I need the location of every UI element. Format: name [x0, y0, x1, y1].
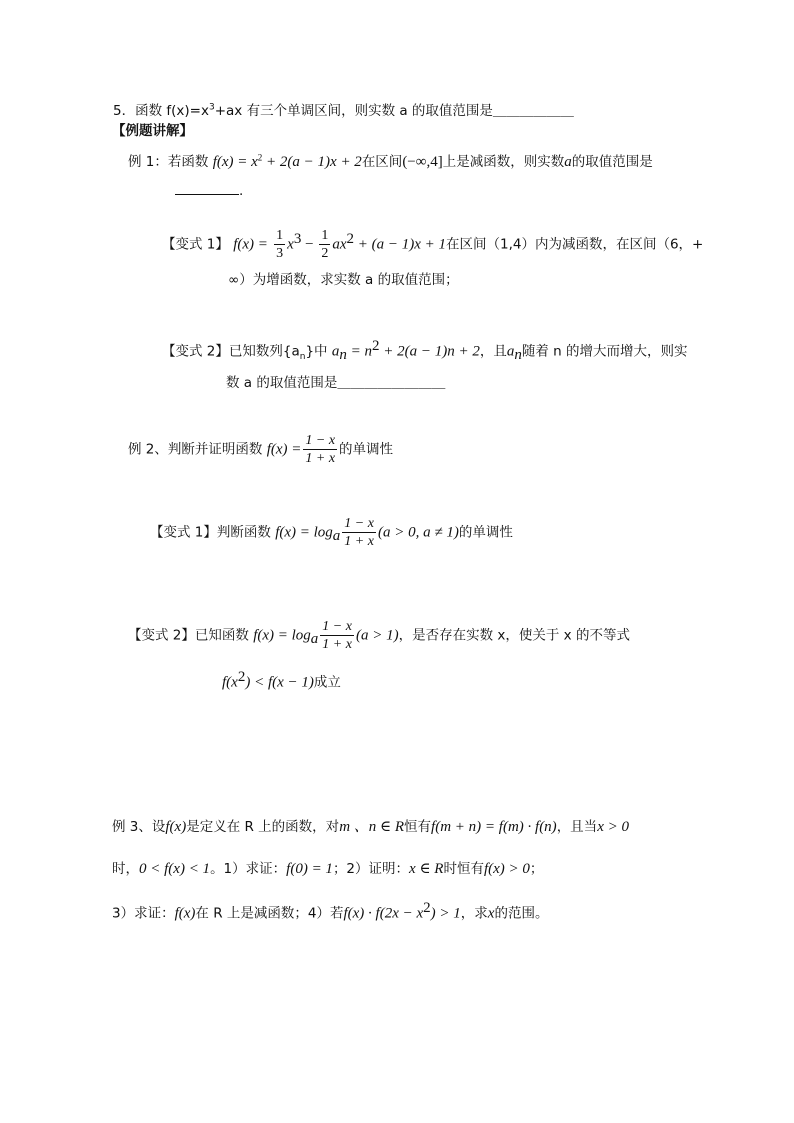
- var2-an2: a: [506, 343, 515, 360]
- example-3-line-2: [112, 857, 543, 878]
- ex1-label: 例 1：若函数: [128, 154, 209, 170]
- ex2v1-frac: [342, 515, 376, 550]
- ex3-l3c: ，求: [460, 905, 488, 922]
- ex2v2-tail: ，是否存在实数 x，使关于 x 的不等式: [398, 627, 630, 644]
- var2-an2-sub: n: [514, 347, 522, 364]
- example-2: [128, 432, 393, 467]
- ex3-l1a: 例 3、设: [112, 819, 166, 835]
- ex1-blank-line: [175, 180, 243, 199]
- ex1-fx: f(x) = x: [212, 154, 258, 170]
- frac-num: 1 − x: [344, 516, 374, 531]
- var2-sub: n: [299, 352, 306, 363]
- ex1-period: .: [239, 183, 244, 199]
- ineq-a: f(x: [222, 674, 238, 691]
- frac-den: 2: [321, 246, 329, 261]
- ex2-fx: f(x) =: [266, 441, 302, 458]
- ex3-l1c: 恒有: [404, 819, 432, 835]
- answer-blank: [175, 180, 239, 195]
- var1-rest: + (a − 1)x + 1: [353, 236, 446, 253]
- ex3-l3proda: f(x) · f(2x − x: [343, 905, 424, 922]
- var1-fx: f(x) =: [233, 236, 268, 253]
- ex3-l1mn: m 、n ∈ R: [339, 819, 405, 835]
- q5-suffix: +ax 有三个单调区间，则实数 a 的取值范围是＿＿＿＿＿＿: [214, 103, 574, 119]
- ineq-b: ) < f(x − 1): [245, 674, 314, 691]
- var2-an: a: [331, 343, 340, 360]
- ex3-l1cond: x > 0: [597, 819, 629, 835]
- frac-one-half: [319, 227, 330, 262]
- ex3-l1eq: f(m + n) = f(m) · f(n): [431, 819, 557, 835]
- ex2v1-fx: f(x) = log: [275, 524, 333, 541]
- ex2v2-label: 【变式 2】已知函数: [128, 627, 249, 644]
- var1-x3: x: [287, 236, 294, 253]
- q5-prefix: 5．函数 f(x)=x: [113, 103, 209, 119]
- frac-den: 1 + x: [322, 637, 352, 652]
- var2-text2: 随着 n 的增大而增大，则实: [521, 343, 688, 360]
- ex2-variation-2: [128, 618, 630, 653]
- ex3-l3d: 的范围。: [494, 905, 549, 922]
- frac-num: 1: [276, 228, 284, 243]
- ex3-l3a: 3）求证：: [112, 905, 175, 922]
- ex3-l2e: ；: [529, 861, 544, 877]
- var2-eq: = n: [346, 343, 372, 360]
- ex3-l1d: ，且当: [556, 819, 598, 835]
- ex3-l3prodb: ) > 1: [430, 905, 461, 922]
- var1-exp2: 2: [346, 231, 354, 247]
- frac-den: 1 + x: [305, 451, 336, 466]
- frac-num: 1 − x: [322, 619, 352, 634]
- var2-label: 【变式 2】已知数列{a: [162, 343, 300, 360]
- ex2v2-cond: (a > 1): [355, 627, 399, 644]
- ex2-frac: [303, 432, 337, 467]
- ex1-variation-1: [162, 227, 703, 262]
- var2-after: }中: [305, 343, 328, 360]
- frac-one-third: [274, 227, 285, 262]
- example-3-line-3: [112, 900, 548, 923]
- ex2v2-frac: [320, 618, 354, 653]
- ex1-end: 的取值范围是: [571, 154, 653, 170]
- var2-text1: ，且: [479, 343, 507, 360]
- var2-an-sub: n: [339, 347, 347, 364]
- ex1-rest: + 2(a − 1)x + 2: [262, 154, 362, 170]
- var1-text1: 在区间（1,4）内为减函数，在区间（6，+: [446, 236, 704, 253]
- ex3-l3x: x: [487, 905, 495, 922]
- ex3-l1b: 是定义在 R 上的函数，对: [186, 819, 340, 835]
- ex2v1-cond: (a > 0, a ≠ 1): [377, 524, 459, 541]
- ex3-l3b: 在 R 上是减函数；4）若: [195, 905, 344, 922]
- var1-exp3: 3: [293, 231, 302, 247]
- ex2v1-base: a: [332, 528, 341, 545]
- ex1-tail: 上是减函数，则实数: [442, 154, 565, 170]
- ex3-l2a: 时，: [112, 861, 139, 877]
- section-title: 【例题讲解】: [112, 123, 193, 139]
- ex1-a: a: [564, 154, 572, 170]
- ex2-variation-1: [150, 515, 513, 550]
- ex1-mid: 在区间: [361, 154, 403, 170]
- ex3-l2pos: f(x) > 0: [483, 861, 530, 877]
- ex3-l2f0: f(0) = 1: [286, 861, 333, 877]
- ex1-interval: (−∞,4]: [402, 154, 443, 170]
- ex3-l2d: 时恒有: [443, 861, 484, 877]
- var2-eq-rest: + 2(a − 1)n + 2: [379, 343, 480, 360]
- ex2v1-tail: 的单调性: [458, 524, 513, 541]
- frac-den: 3: [276, 246, 284, 261]
- var2-exp: 2: [371, 338, 380, 354]
- ineq-exp: 2: [237, 669, 246, 685]
- ineq-tail: 成立: [313, 674, 341, 691]
- q5-exp: 3: [208, 102, 215, 113]
- ex2-label: 例 2、判断并证明函数: [128, 441, 263, 458]
- question-5: [113, 99, 574, 119]
- ex2v2-inequality: [222, 669, 341, 692]
- ex3-l3fx: f(x): [174, 905, 196, 922]
- var1-line2: ∞）为增函数，求实数 a 的取值范围；: [228, 272, 459, 288]
- ex1-exp: 2: [257, 152, 263, 163]
- ex1-variation-2: [162, 338, 687, 364]
- ex3-l2b: 。1）求证：: [210, 861, 287, 877]
- var1-label: 【变式 1】: [162, 236, 229, 253]
- ex3-l2c: ；2）证明：: [332, 861, 410, 877]
- example-3-line-1: [112, 815, 629, 836]
- frac-den: 1 + x: [344, 534, 374, 549]
- var1-ax2: ax: [332, 236, 347, 253]
- ex2v2-base: a: [310, 631, 319, 648]
- example-1: [128, 150, 653, 171]
- ex2v1-label: 【变式 1】判断函数: [150, 524, 271, 541]
- ex3-l2x: x ∈ R: [409, 861, 444, 877]
- frac-num: 1 − x: [305, 433, 336, 448]
- ex2-tail: 的单调性: [339, 441, 394, 458]
- var2-line2: 数 a 的取值范围是＿＿＿＿＿＿＿＿: [226, 375, 446, 391]
- ex2v2-fx: f(x) = log: [253, 627, 311, 644]
- ex3-l2ineq: 0 < f(x) < 1: [139, 861, 211, 877]
- ex3-l3exp: 2: [423, 900, 431, 916]
- ex3-l1fx: f(x): [165, 819, 187, 835]
- var1-minus: −: [301, 236, 318, 253]
- frac-num: 1: [321, 228, 329, 243]
